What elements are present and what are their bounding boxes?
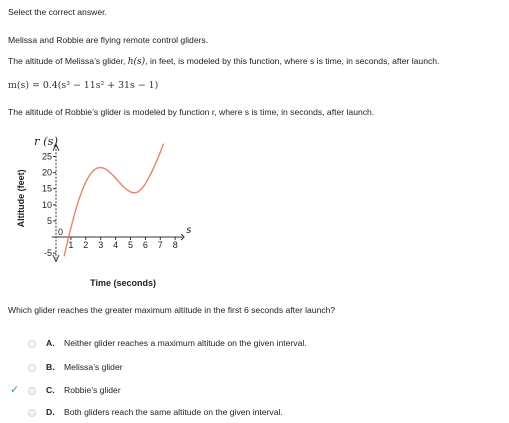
x-tick-label: 3	[98, 240, 104, 250]
melissa-description-before: The altitude of Melissa’s glider,	[8, 56, 126, 66]
x-tick-label: 1	[68, 240, 74, 250]
melissa-function-name: h(s)	[127, 57, 146, 67]
checkmark-icon: ✓	[10, 384, 20, 396]
option-letter: D.	[46, 407, 55, 417]
option-row[interactable]	[0, 337, 420, 353]
x-tick-label: 8	[172, 240, 178, 250]
option-letter: C.	[46, 385, 55, 395]
option-text: Robbie’s glider	[64, 385, 121, 395]
melissa-description	[8, 56, 439, 67]
option-row[interactable]	[0, 406, 420, 422]
x-tick-label: 6	[142, 240, 148, 250]
instruction: Select the correct answer.	[8, 7, 107, 17]
radio-button[interactable]	[28, 340, 36, 348]
y-tick-label: 20	[41, 167, 52, 178]
chart-title: r (s)	[34, 134, 59, 148]
origin-label: 0	[58, 227, 64, 237]
x-axis-title: Time (seconds)	[90, 278, 156, 288]
option-text: Both gliders reach the same altitude on the given interval.	[64, 407, 283, 417]
x-axis-variable: s	[186, 225, 192, 236]
x-tick-label: 4	[113, 240, 119, 250]
option-letter: B.	[46, 362, 55, 372]
y-axis-title: Altitude (feet)	[16, 169, 26, 228]
robbie-description: The altitude of Robbie’s glider is modeled by function r, where s is time, in seconds, after launch.	[8, 107, 375, 117]
option-text: Neither glider reaches a maximum altitude on the given interval.	[64, 338, 307, 348]
option-text: Melissa’s glider	[64, 362, 123, 372]
y-tick-label: 15	[41, 183, 52, 194]
option-letter: A.	[46, 338, 55, 348]
radio-button[interactable]	[28, 364, 36, 372]
x-tick-label: 7	[157, 240, 163, 250]
y-tick-label: 10	[41, 199, 52, 210]
x-tick-label: 5	[127, 240, 134, 250]
x-tick-label: 2	[83, 240, 89, 250]
radio-button[interactable]	[28, 387, 36, 395]
melissa-equation: m(s) = 0.4(s³ − 11s² + 31s − 1)	[8, 80, 159, 91]
option-row[interactable]	[0, 361, 420, 377]
radio-button[interactable]	[28, 409, 36, 417]
y-tick-label: 25	[41, 151, 52, 162]
robbie-altitude-graph	[14, 129, 194, 295]
question-text: Which glider reaches the greater maximum altitude in the first 6 seconds after launch?	[8, 305, 336, 315]
option-row[interactable]	[0, 384, 420, 400]
y-tick-label: 5	[46, 215, 52, 226]
melissa-description-after: , in feet, is modeled by this function, where s is time, in seconds, after launch.	[145, 56, 440, 66]
intro-text: Melissa and Robbie are flying remote control gliders.	[8, 35, 209, 45]
y-tick-label: -5	[43, 248, 52, 259]
